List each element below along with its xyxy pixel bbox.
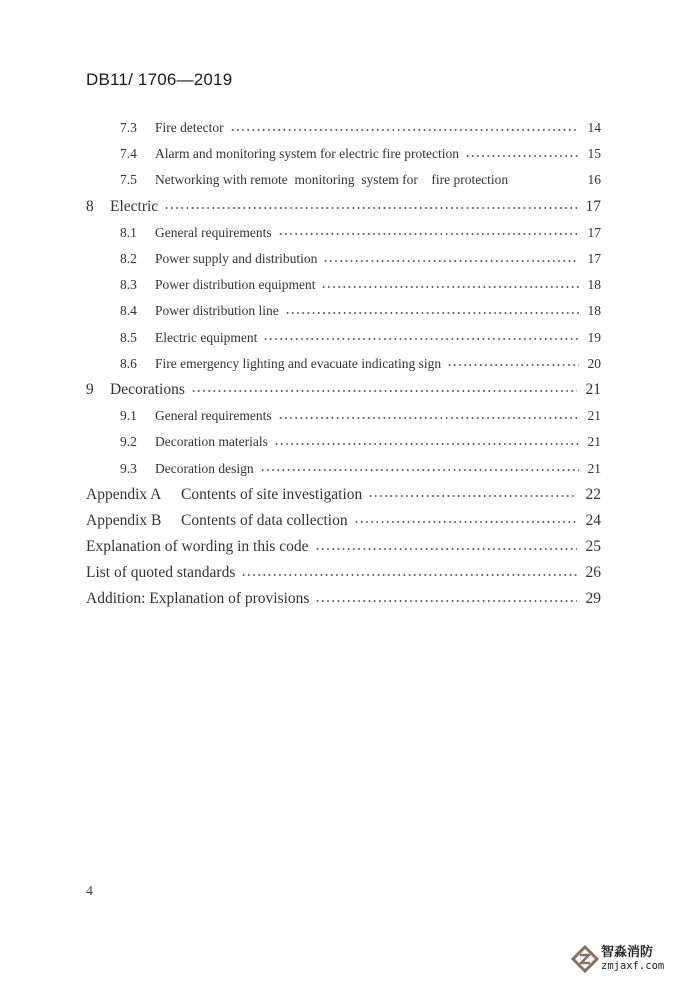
toc-entry-page: 20	[587, 355, 601, 371]
toc-entry[interactable]	[86, 429, 601, 455]
toc-entry[interactable]	[86, 246, 601, 272]
toc-entry-page: 14	[587, 120, 601, 136]
toc-entry-title: List of quoted standards	[86, 564, 236, 582]
toc-entry-title: Decorations	[110, 380, 185, 398]
toc-entry-page: 25	[585, 538, 601, 556]
toc-entry-number: 9.1	[120, 408, 137, 424]
toc-entry-title: Power distribution line	[155, 303, 279, 319]
toc-entry-number: 8	[86, 197, 94, 215]
toc-entry-number: 8.3	[120, 277, 137, 293]
toc-entry-title: Decoration design	[155, 460, 254, 476]
toc-leader-dots	[191, 390, 577, 392]
toc-entry-page: 29	[585, 590, 601, 608]
toc-entry-title: Contents of site investigation	[181, 485, 363, 503]
toc-leader-dots	[354, 521, 577, 523]
toc-entry-page: 17	[585, 197, 601, 215]
toc-entry[interactable]	[86, 455, 601, 481]
toc-entry-number: Appendix A	[86, 485, 162, 503]
toc-entry-number: 9.3	[120, 460, 137, 476]
toc-entry-number: 9.2	[120, 434, 137, 450]
toc-entry-page: 18	[587, 277, 601, 293]
toc-leader-dots	[465, 155, 579, 157]
toc-entry-title: Power distribution equipment	[155, 277, 316, 293]
toc-entry-title: Decoration materials	[155, 434, 268, 450]
toc-leader-dots	[315, 548, 577, 550]
toc-entry-page: 24	[585, 511, 601, 529]
toc-entry-number: 7.4	[120, 146, 137, 162]
toc-entry-title: General requirements	[155, 224, 272, 240]
toc-leader-dots	[447, 364, 579, 366]
toc-entry-title: Addition: Explanation of provisions	[86, 590, 310, 608]
toc-entry[interactable]	[86, 586, 601, 612]
toc-leader-dots	[321, 286, 579, 288]
toc-entry[interactable]	[86, 220, 601, 246]
toc-leader-dots	[278, 417, 579, 419]
toc-entry-page: 26	[585, 564, 601, 582]
table-of-contents	[86, 115, 601, 613]
toc-entry-number: 8.4	[120, 303, 137, 319]
toc-leader-dots	[368, 495, 577, 497]
toc-entry-title: Alarm and monitoring system for electric fire protection	[155, 146, 460, 162]
toc-leader-dots	[315, 600, 577, 602]
toc-leader-dots	[241, 574, 577, 576]
toc-entry[interactable]	[86, 560, 601, 586]
toc-entry[interactable]	[86, 141, 601, 167]
toc-entry[interactable]	[86, 508, 601, 534]
toc-entry-title: Explanation of wording in this code	[86, 538, 309, 556]
toc-entry-number: 8.6	[120, 355, 137, 371]
toc-leader-dots	[274, 443, 579, 445]
toc-leader-dots	[323, 260, 579, 262]
toc-entry-title: Fire emergency lighting and evacuate indicating sign	[155, 355, 442, 371]
toc-entry-title: Networking with remote monitoring system for fire protection	[155, 172, 509, 188]
toc-leader-dots	[514, 181, 579, 183]
zm-diamond-logo-icon	[571, 945, 599, 973]
toc-entry[interactable]	[86, 115, 601, 141]
toc-entry-page: 16	[587, 172, 601, 188]
toc-entry[interactable]	[86, 534, 601, 560]
toc-entry-number: 7.3	[120, 120, 137, 136]
toc-entry[interactable]	[86, 403, 601, 429]
toc-entry-page: 15	[587, 146, 601, 162]
toc-entry-title: General requirements	[155, 408, 272, 424]
toc-entry-title: Electric	[110, 197, 159, 215]
toc-entry-number: Appendix B	[86, 511, 162, 529]
toc-entry-number: 8.2	[120, 251, 137, 267]
toc-entry[interactable]	[86, 272, 601, 298]
toc-entry-page: 21	[587, 408, 601, 424]
toc-entry-title: Contents of data collection	[181, 511, 348, 529]
toc-leader-dots	[260, 469, 579, 471]
toc-entry[interactable]	[86, 482, 601, 508]
toc-entry-page: 19	[587, 329, 601, 345]
toc-entry-page: 21	[585, 380, 601, 398]
toc-leader-dots	[285, 312, 579, 314]
toc-entry-page: 17	[587, 251, 601, 267]
toc-entry-page: 21	[587, 460, 601, 476]
toc-entry-number: 8.5	[120, 329, 137, 345]
page-number: 4	[86, 884, 93, 899]
toc-entry-number: 9	[86, 380, 94, 398]
document-code-header: DB11/ 1706—2019	[86, 70, 233, 89]
toc-entry-title: Electric equipment	[155, 329, 258, 345]
watermark	[571, 945, 664, 973]
toc-entry[interactable]	[86, 325, 601, 351]
toc-entry-page: 18	[587, 303, 601, 319]
toc-leader-dots	[164, 207, 577, 209]
toc-entry[interactable]	[86, 377, 601, 403]
toc-entry[interactable]	[86, 298, 601, 324]
toc-entry[interactable]	[86, 194, 601, 220]
toc-entry-number: 8.1	[120, 224, 137, 240]
watermark-brand: 智淼消防	[601, 945, 654, 961]
toc-entry-title: Fire detector	[155, 120, 224, 136]
toc-leader-dots	[278, 233, 579, 235]
toc-entry-page: 21	[587, 434, 601, 450]
toc-leader-dots	[263, 338, 579, 340]
toc-entry-page: 17	[587, 224, 601, 240]
toc-entry-page: 22	[585, 485, 601, 503]
toc-entry[interactable]	[86, 351, 601, 377]
toc-leader-dots	[230, 129, 579, 131]
watermark-url: zmjaxf.com	[601, 960, 665, 973]
toc-entry[interactable]	[86, 167, 601, 193]
toc-entry-number: 7.5	[120, 172, 137, 188]
toc-entry-title: Power supply and distribution	[155, 251, 318, 267]
